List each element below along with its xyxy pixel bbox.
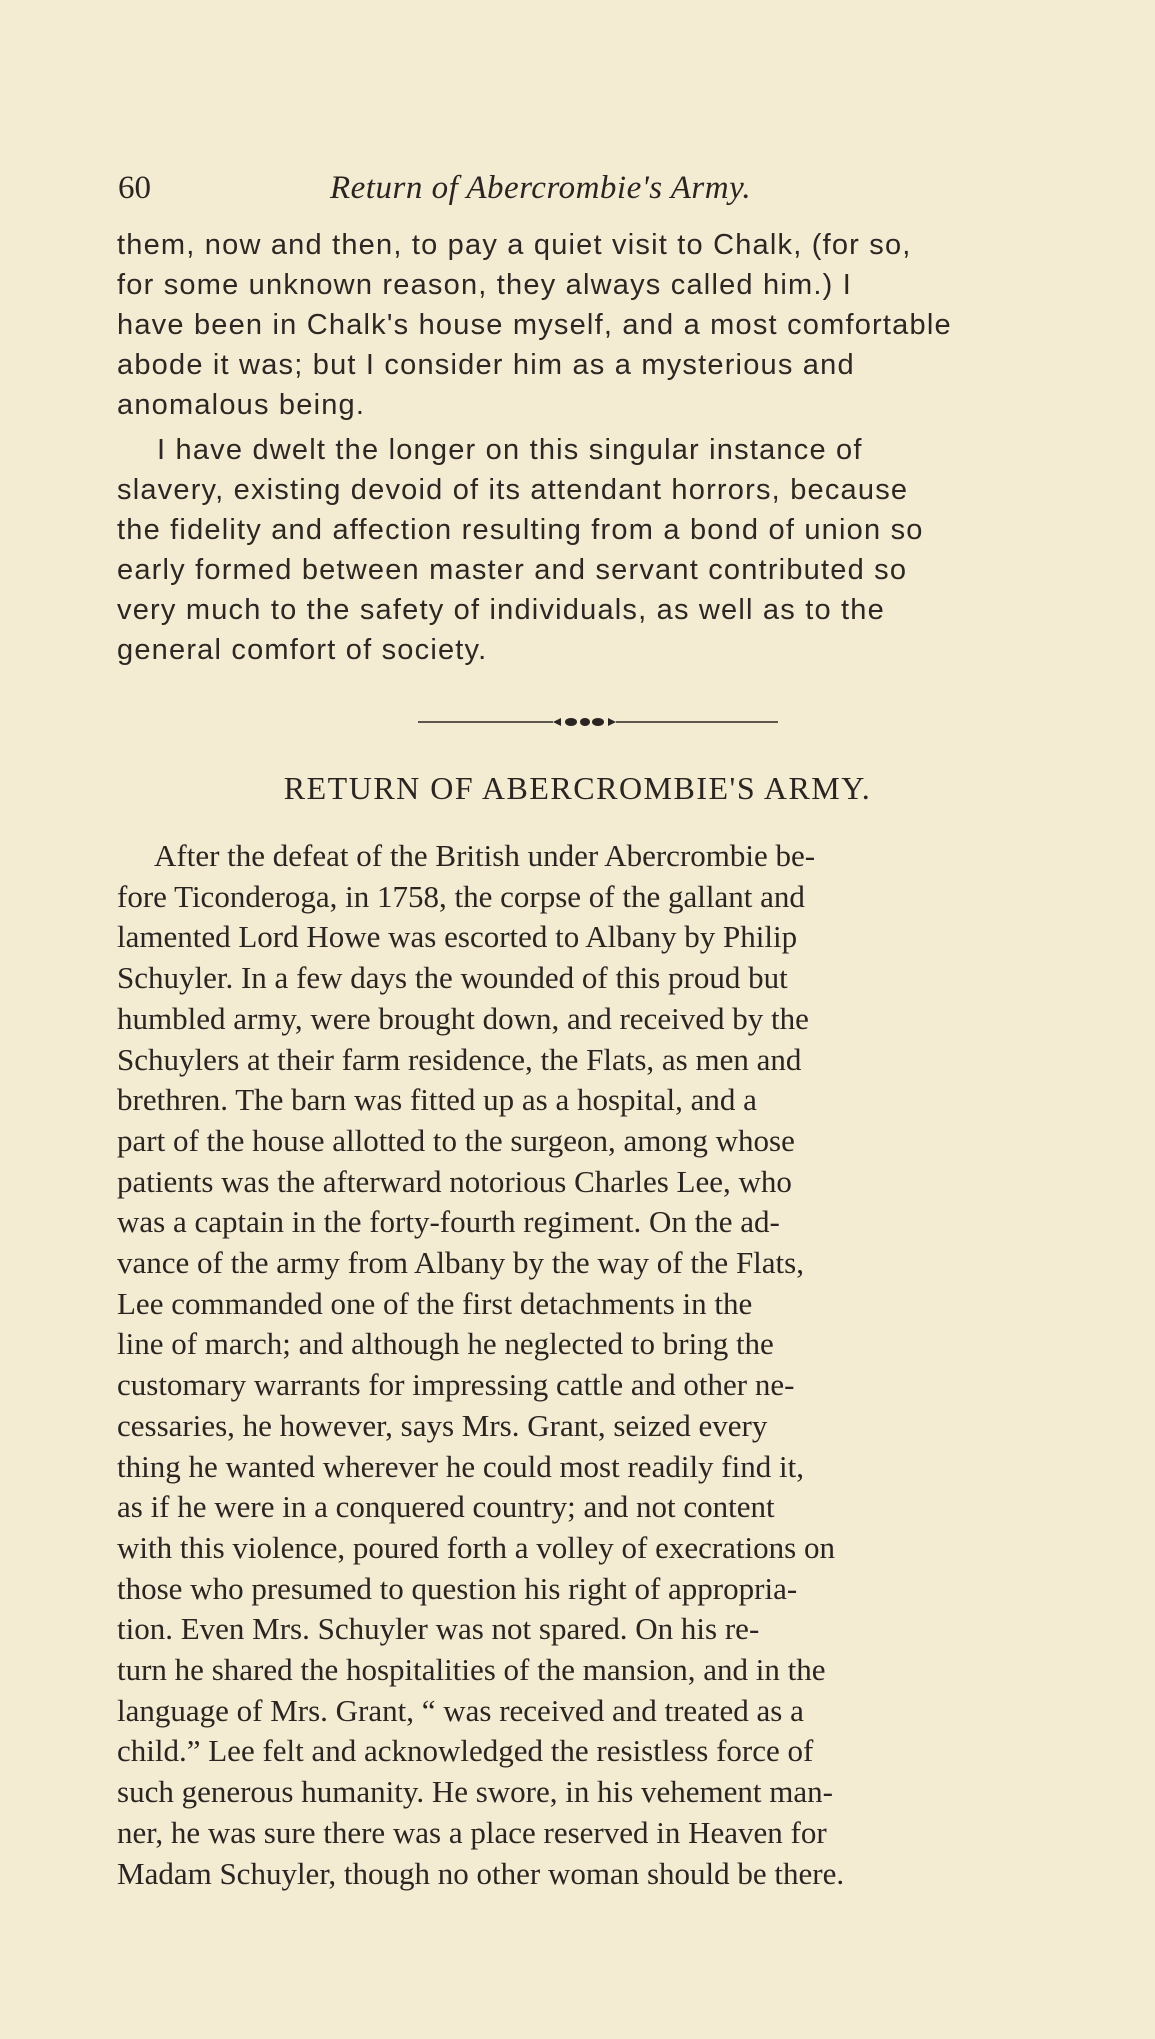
text-line: for some unknown reason, they always called him.) I [117,269,852,301]
page-number: 60 [118,170,151,206]
text-line: patients was the afterward notorious Charles Lee, who [117,1163,792,1199]
text-line: language of Mrs. Grant, “ was received and treated as a [117,1692,804,1728]
text-line: thing he wanted wherever he could most readily find it, [117,1448,804,1484]
text-line: ner, he was sure there was a place reserved in Heaven for [117,1814,827,1850]
text-line: brethren. The barn was fitted up as a hospital, and a [117,1082,757,1118]
text-line: the fidelity and affection resulting from a bond of union so [117,514,924,546]
text-line: have been in Chalk's house myself, and a most comfortable [117,309,952,341]
text-line: those who presumed to question his right of appropria- [117,1570,798,1606]
section-heading: RETURN OF ABERCROMBIE'S ARMY. [283,770,872,806]
text-line: line of march; and although he neglected to bring the [117,1326,774,1362]
text-line: anomalous being. [117,389,366,421]
paragraph-abercrombie-return [117,836,1102,1894]
text-line: turn he shared the hospitalities of the mansion, and in the [117,1652,826,1688]
text-line: general comfort of society. [117,634,488,666]
text-line: humbled army, were brought down, and received by the [117,1000,809,1036]
text-line: fore Ticonderoga, in 1758, the corpse of the gallant and [117,878,805,914]
text-line: Madam Schuyler, though no other woman should be there. [117,1855,845,1891]
paragraph-slavery-reflection [117,430,1102,670]
text-line: Schuylers at their farm residence, the Flats, as men and [117,1041,802,1077]
paragraph-chalk-visit [117,225,1102,425]
text-line: Schuyler. In a few days the wounded of this proud but [117,960,788,996]
text-line: early formed between master and servant contributed so [117,554,908,586]
running-title: Return of Abercrombie's Army. [330,170,752,206]
text-line: such generous humanity. He swore, in his vehement man- [117,1774,833,1810]
text-line: child.” Lee felt and acknowledged the resistless force of [117,1733,814,1769]
text-line: very much to the safety of individuals, as well as to the [117,594,885,626]
text-line: cessaries, he however, says Mrs. Grant, seized every [117,1407,768,1443]
text-line: After the defeat of the British under Abercrombie be- [154,838,816,873]
text-line: tion. Even Mrs. Schuyler was not spared. On his re- [117,1611,760,1647]
section-divider-ornament [418,715,778,729]
text-line: Lee commanded one of the first detachments in the [117,1285,753,1321]
text-line: them, now and then, to pay a quiet visit to Chalk, (for so, [117,229,912,261]
text-line: abode it was; but I consider him as a mysterious and [117,349,855,381]
text-line: as if he were in a conquered country; and not content [117,1489,775,1525]
text-line: was a captain in the forty-fourth regiment. On the ad- [117,1204,780,1240]
text-line: slavery, existing devoid of its attendant horrors, because [117,474,909,506]
running-head [118,170,1038,220]
text-line: lamented Lord Howe was escorted to Albany by Philip [117,919,798,955]
text-line: with this violence, poured forth a volley of execrations on [117,1529,835,1565]
text-line: I have dwelt the longer on this singular instance of [157,434,863,466]
text-line: vance of the army from Albany by the way of the Flats, [117,1245,804,1281]
text-line: part of the house allotted to the surgeon, among whose [117,1122,795,1158]
text-line: customary warrants for impressing cattle and other ne- [117,1367,795,1403]
